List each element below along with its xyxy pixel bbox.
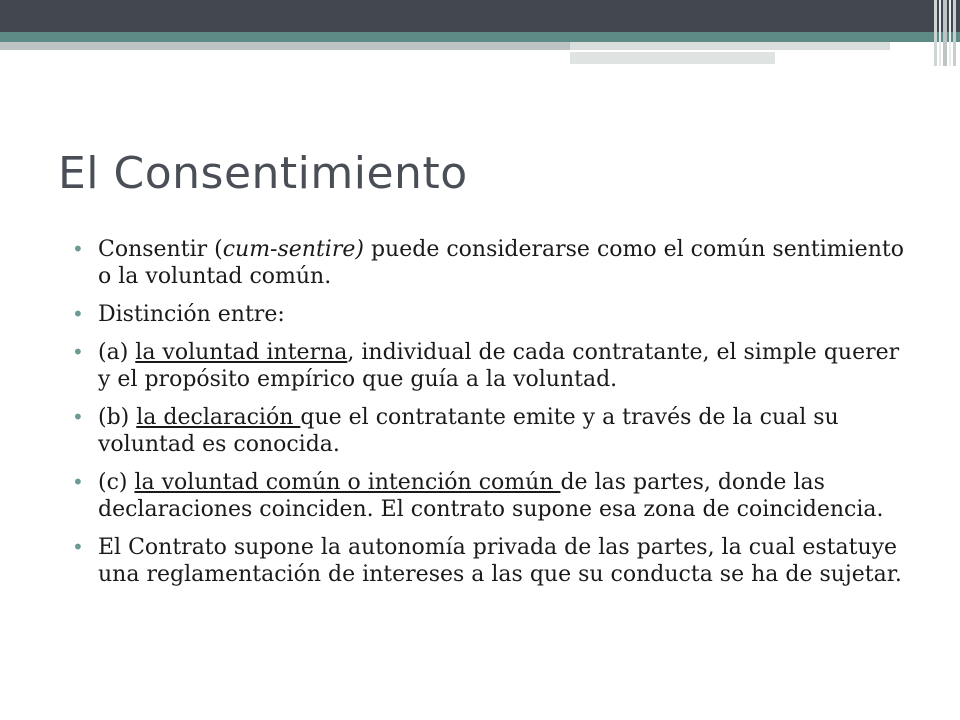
- underlined-term: la voluntad interna: [135, 340, 348, 365]
- header-accent-bar: [570, 52, 775, 64]
- bullet-text: , individual de cada contratante, el simple querer y el propósito empírico que guía a la voluntad.: [98, 340, 900, 392]
- bullet-emphasis: cum-sentire): [222, 237, 364, 262]
- bullet-item: [72, 469, 918, 523]
- bullet-text: Distinción entre:: [98, 302, 285, 327]
- bullet-item: [72, 404, 918, 458]
- bullet-text: (c): [98, 470, 135, 495]
- bullet-text: Consentir (: [98, 237, 223, 262]
- bullet-text: de las partes, donde las declaraciones coinciden. El contrato supone esa zona de coincidencia.: [98, 470, 884, 522]
- bullet-text: que el contratante emite y a través de la cual su voluntad es conocida.: [98, 405, 839, 457]
- bullet-item: [72, 339, 918, 393]
- header-gray-bar: [0, 42, 570, 50]
- header-light-bar: [570, 42, 890, 50]
- bullet-text: puede considerarse como el común sentimiento o la voluntad común.: [98, 237, 904, 289]
- bullet-item: [72, 236, 918, 290]
- bullet-list: [72, 236, 918, 599]
- bullet-item: [72, 534, 918, 588]
- underlined-term: la declaración: [136, 405, 301, 430]
- bullet-text: (b): [98, 405, 137, 430]
- header-vertical-stripes: [934, 0, 960, 66]
- bullet-text: El Contrato supone la autonomía privada de las partes, la cual estatuye una reglamentación de intereses a las que su conducta se ha de sujetar.: [98, 535, 902, 587]
- underlined-term: la voluntad común o intención común: [134, 470, 561, 495]
- slide-title: El Consentimiento: [58, 148, 468, 199]
- bullet-text: (a): [98, 340, 136, 365]
- bullet-item: [72, 301, 918, 328]
- header-dark-bar: [0, 0, 960, 32]
- header-teal-bar: [0, 32, 960, 42]
